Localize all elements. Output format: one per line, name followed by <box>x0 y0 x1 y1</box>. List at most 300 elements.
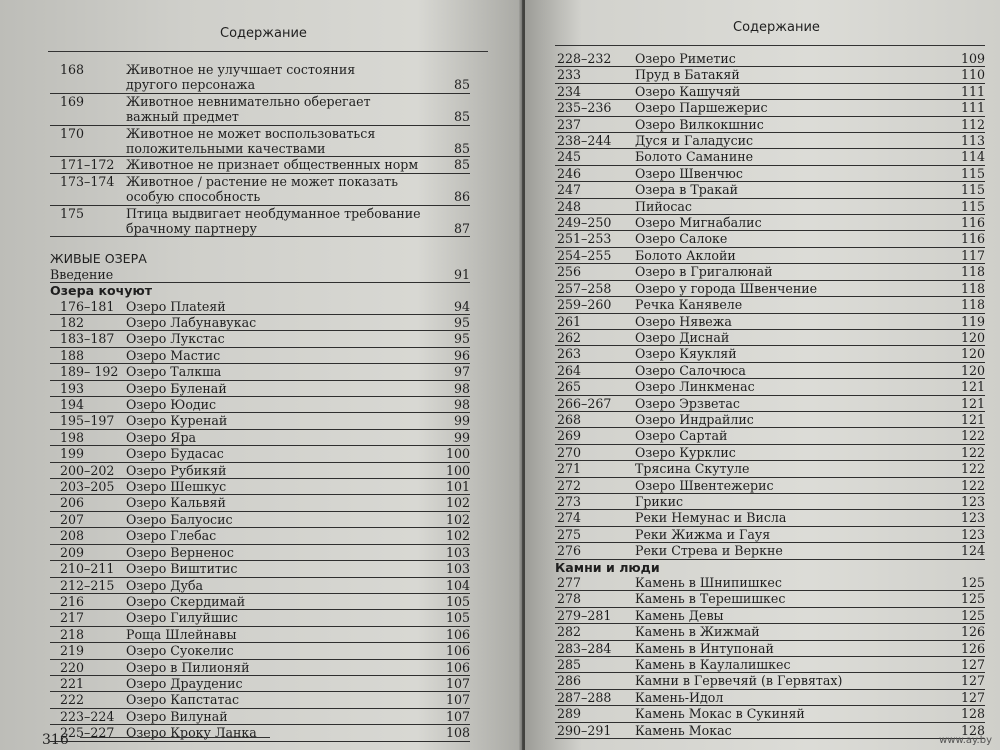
entry-page: 107 <box>445 708 470 724</box>
entry-title: Озеро Диснай <box>635 329 730 345</box>
entry-title: Дуся и Галадусис <box>635 133 754 149</box>
entry-number: 206 <box>60 495 85 511</box>
toc-entry-row <box>555 478 985 494</box>
entry-title: Трясина Скутуле <box>635 461 750 477</box>
toc-entry-row <box>555 723 985 739</box>
toc-entry-row <box>50 206 470 238</box>
entry-number: 278 <box>557 591 582 607</box>
entry-page: 108 <box>445 725 470 741</box>
entry-title: Озеро Яра <box>126 429 197 445</box>
entry-page: 116 <box>960 215 985 231</box>
toc-entry-row <box>50 381 470 397</box>
entry-page: 85 <box>453 140 470 156</box>
toc-entry-row <box>555 51 985 67</box>
entry-page: 107 <box>445 675 470 691</box>
entry-number: 251–253 <box>557 231 612 247</box>
entry-title: Болото Аклойи <box>635 247 736 263</box>
entry-number: 287–288 <box>557 689 612 705</box>
toc-entry-row <box>555 133 985 149</box>
entry-title: Озеро Рубикяй <box>126 462 227 478</box>
entry-title: Пийосас <box>635 198 692 214</box>
toc-entry-row <box>555 412 985 428</box>
toc-entry-row <box>555 494 985 510</box>
toc-entry-row <box>50 512 470 528</box>
toc-entry-row <box>50 479 470 495</box>
entry-title: Камень в Каулалишкес <box>635 657 791 673</box>
entry-page: 99 <box>453 413 470 429</box>
entry-number: 272 <box>557 477 582 493</box>
entry-number: 271 <box>557 461 582 477</box>
entry-title: Озеро Кроку Ланка <box>126 725 257 741</box>
toc-entry-row <box>555 166 985 182</box>
entry-page: 123 <box>960 493 985 509</box>
entry-page: 121 <box>960 379 985 395</box>
entry-number: 264 <box>557 362 582 378</box>
toc-entry-row <box>555 215 985 231</box>
entry-title <box>126 206 430 237</box>
entry-page: 98 <box>453 397 470 413</box>
toc-entry-row <box>50 174 470 206</box>
entry-number: 173–174 <box>60 173 115 189</box>
entry-page: 102 <box>445 511 470 527</box>
toc-entry-row <box>50 676 470 692</box>
entry-page: 100 <box>445 462 470 478</box>
entry-page: 113 <box>960 133 985 149</box>
entry-page: 120 <box>960 346 985 362</box>
entry-number: 183–187 <box>60 331 115 347</box>
entry-number: 290–291 <box>557 722 612 738</box>
entry-page: 118 <box>960 280 985 296</box>
intro-title: Введение <box>50 266 114 282</box>
entry-page: 87 <box>453 220 470 236</box>
toc-entry-row <box>50 627 470 643</box>
entry-title: Камень Девы <box>635 607 724 623</box>
entry-title: Озеро Юодис <box>126 397 217 413</box>
entry-number: 221 <box>60 675 85 691</box>
entry-title: Озеро у города Швенчение <box>635 280 818 296</box>
left-toc-entries <box>50 62 470 742</box>
entry-title: Камень в Интупонай <box>635 640 774 656</box>
toc-entry-row <box>50 495 470 511</box>
left-page-number: 316 <box>42 732 69 748</box>
entry-number: 175 <box>60 205 85 221</box>
entry-title <box>126 174 430 205</box>
toc-entry-row <box>50 397 470 413</box>
right-toc-entries <box>555 51 985 739</box>
entry-number: 263 <box>557 346 582 362</box>
entry-title: Озеро Индрайлис <box>635 411 754 427</box>
entry-title: Озеро Кальвяй <box>126 495 226 511</box>
entry-number: 286 <box>557 673 582 689</box>
entry-title: Озеро Лабунавукас <box>126 315 257 331</box>
left-header-rule <box>48 51 488 52</box>
subsection-title <box>50 283 470 298</box>
entry-title: Озеро Верненос <box>126 544 234 560</box>
entry-title: Камень-Идол <box>635 689 724 705</box>
entry-number: 285 <box>557 657 582 673</box>
entry-title: Озера в Тракай <box>635 182 739 198</box>
entry-title: Камни в Гервечяй (в Гервятах) <box>635 673 843 689</box>
entry-title: Озеро в Пилионяй <box>126 659 250 675</box>
entry-title: Озеро Балуосис <box>126 511 233 527</box>
toc-entry-row <box>555 445 985 461</box>
entry-page: 115 <box>960 182 985 198</box>
toc-entry-row <box>555 527 985 543</box>
entry-title: Болото Саманине <box>635 149 754 165</box>
toc-entry-row <box>555 199 985 215</box>
entry-title: Камень в Жижмай <box>635 624 760 640</box>
entry-title-line1: Животное / растение не может показать <box>126 173 398 189</box>
toc-entry-row <box>555 673 985 689</box>
entry-title: Камень в Шнипишкес <box>635 575 782 590</box>
entry-page: 95 <box>453 331 470 347</box>
toc-entry-row <box>555 264 985 280</box>
entry-title: Озеро Гилуйшис <box>126 610 238 626</box>
entry-title <box>126 62 430 93</box>
entry-page: 122 <box>960 428 985 444</box>
intro-page: 91 <box>453 266 470 282</box>
right-footer-rule <box>765 722 985 723</box>
toc-entry-row <box>555 149 985 165</box>
entry-page: 125 <box>960 607 985 623</box>
entry-number: 273 <box>557 493 582 509</box>
toc-entry-row <box>555 591 985 607</box>
intro-row <box>50 267 470 283</box>
entry-page: 102 <box>445 495 470 511</box>
toc-entry-row <box>555 182 985 198</box>
entry-page: 95 <box>453 315 470 331</box>
entry-page: 128 <box>960 722 985 738</box>
entry-number: 176–181 <box>60 298 115 314</box>
entry-number: 207 <box>60 511 85 527</box>
entry-page: 103 <box>445 544 470 560</box>
entry-number: 245 <box>557 149 582 165</box>
entry-page: 111 <box>960 83 985 99</box>
right-header-rule <box>555 45 985 46</box>
entry-number: 238–244 <box>557 133 612 149</box>
entry-number: 218 <box>60 626 85 642</box>
entry-page: 105 <box>445 610 470 626</box>
entry-title: Реки Стрева и Веркне <box>635 543 783 559</box>
toc-entry-row <box>555 510 985 526</box>
entry-number: 283–284 <box>557 640 612 656</box>
entry-page: 112 <box>960 116 985 132</box>
entry-number: 289 <box>557 706 582 722</box>
toc-entry-row <box>50 126 470 158</box>
subsection-title-text: Озера кочуют <box>50 283 153 299</box>
entry-number: 217 <box>60 610 85 626</box>
entry-title: Реки Жижма и Гауя <box>635 526 771 542</box>
entry-page: 117 <box>960 247 985 263</box>
entry-number: 168 <box>60 62 85 77</box>
entry-title-line2: особую способность <box>126 189 261 205</box>
toc-entry-row <box>50 643 470 659</box>
toc-entry-row <box>50 94 470 126</box>
toc-entry-row <box>50 331 470 347</box>
entry-number: 266–267 <box>557 395 612 411</box>
toc-entry-row <box>555 575 985 591</box>
entry-number: 171–172 <box>60 157 115 173</box>
entry-page: 106 <box>445 643 470 659</box>
entry-page: 85 <box>453 77 470 93</box>
toc-entry-row <box>555 379 985 395</box>
entry-title: Озеро Виштитис <box>126 561 238 577</box>
entry-title: Животное не признает общественных норм <box>126 157 419 173</box>
entry-page: 102 <box>445 528 470 544</box>
entry-title: Озеро Эрзветас <box>635 395 740 411</box>
entry-number: 220 <box>60 659 85 675</box>
entry-page: 110 <box>960 67 985 83</box>
entry-number: 270 <box>557 444 582 460</box>
entry-title-line1: Животное невнимательно оберегает <box>126 93 371 109</box>
entry-title: Озеро Буленай <box>126 380 227 396</box>
toc-entry-row <box>555 428 985 444</box>
entry-number: 210–211 <box>60 561 115 577</box>
entry-title: Озеро Швентежерис <box>635 477 774 493</box>
toc-entry-row <box>50 660 470 676</box>
entry-page: 122 <box>960 461 985 477</box>
toc-entry-row <box>50 561 470 577</box>
toc-entry-row <box>555 67 985 83</box>
entry-title: Озеро Талкша <box>126 364 222 380</box>
entry-title: Озеро Драуденис <box>126 675 243 691</box>
entry-title: Озеро Будасас <box>126 446 224 462</box>
entry-page: 116 <box>960 231 985 247</box>
entry-title: Озеро Паршежерис <box>635 100 768 116</box>
entry-number: 195–197 <box>60 413 115 429</box>
toc-entry-row <box>555 297 985 313</box>
entry-number: 277 <box>557 575 582 590</box>
entry-number: 225–227 <box>60 725 115 741</box>
entry-page: 123 <box>960 526 985 542</box>
entry-title: Озеро Кашучяй <box>635 83 741 99</box>
entry-number: 199 <box>60 446 85 462</box>
entry-title-line1: Птица выдвигает необдуманное требование <box>126 205 421 221</box>
entry-title: Озеро Вилкокшнис <box>635 116 764 132</box>
entry-number: 203–205 <box>60 479 115 495</box>
toc-entry-row <box>50 725 470 741</box>
entry-page: 115 <box>960 165 985 181</box>
toc-entry-row <box>555 84 985 100</box>
entry-number: 248 <box>557 198 582 214</box>
entry-title: Реки Немунас и Висла <box>635 510 787 526</box>
entry-title: Камень в Терешишкес <box>635 591 786 607</box>
toc-entry-row <box>50 692 470 708</box>
entry-page: 127 <box>960 657 985 673</box>
entry-title: Камень Мокас <box>635 722 732 738</box>
entry-number: 235–236 <box>557 100 612 116</box>
left-page-header: Содержание <box>220 26 307 41</box>
toc-entry-row <box>50 364 470 380</box>
entry-number: 234 <box>557 83 582 99</box>
toc-entry-row <box>50 709 470 725</box>
entry-title: Озеро Скердимай <box>126 593 246 609</box>
entry-title: Озеро Салоке <box>635 231 728 247</box>
entry-title: Грикис <box>635 493 684 509</box>
toc-entry-row <box>50 413 470 429</box>
section-gap <box>50 237 470 251</box>
entry-number: 222 <box>60 692 85 708</box>
entry-number: 189– 192 <box>60 364 119 380</box>
entry-number: 212–215 <box>60 577 115 593</box>
entry-title: Озеро Плateяй <box>126 298 226 314</box>
entry-number: 259–260 <box>557 297 612 313</box>
toc-entry-row <box>555 608 985 624</box>
entry-number: 256 <box>557 264 582 280</box>
entry-number: 228–232 <box>557 51 612 66</box>
entry-title: Озеро Курклис <box>635 444 736 460</box>
entry-page: 114 <box>960 149 985 165</box>
entry-page: 118 <box>960 297 985 313</box>
entry-title-line2: другого персонажа <box>126 77 256 93</box>
entry-title-line2: брачному партнеру <box>126 221 257 236</box>
entry-page: 119 <box>960 313 985 329</box>
entry-title <box>126 94 430 125</box>
entry-page: 121 <box>960 395 985 411</box>
toc-entry-row <box>50 594 470 610</box>
entry-page: 100 <box>445 446 470 462</box>
toc-entry-row <box>555 396 985 412</box>
entry-title: Озеро в Григалюнай <box>635 264 773 280</box>
entry-title: Озеро Дуба <box>126 577 204 593</box>
entry-number: 170 <box>60 125 85 141</box>
toc-entry-row <box>50 528 470 544</box>
entry-title: Озеро Лукстас <box>126 331 225 347</box>
toc-entry-row <box>555 461 985 477</box>
entry-page: 118 <box>960 264 985 280</box>
entry-number: 216 <box>60 593 85 609</box>
entry-page: 124 <box>960 543 985 559</box>
entry-title-line2: положительными качествами <box>126 141 326 156</box>
left-footer-rule <box>80 737 270 738</box>
toc-entry-row <box>50 578 470 594</box>
entry-number: 261 <box>557 313 582 329</box>
entry-page: 99 <box>453 429 470 445</box>
entry-number: 268 <box>557 411 582 427</box>
toc-entry-row <box>50 299 470 315</box>
entry-title: Озеро Салочюса <box>635 362 746 378</box>
entry-number: 249–250 <box>557 215 612 231</box>
entry-page: 122 <box>960 444 985 460</box>
entry-number: 282 <box>557 624 582 640</box>
toc-entry-row <box>50 610 470 626</box>
subsection-title <box>555 560 985 575</box>
entry-title <box>126 126 430 157</box>
entry-number: 193 <box>60 380 85 396</box>
section-title <box>50 251 470 266</box>
entry-page: 123 <box>960 510 985 526</box>
entry-number: 279–281 <box>557 607 612 623</box>
entry-number: 265 <box>557 379 582 395</box>
toc-entry-row <box>555 231 985 247</box>
entry-page: 125 <box>960 591 985 607</box>
entry-number: 198 <box>60 429 85 445</box>
entry-number: 169 <box>60 93 85 109</box>
entry-title: Озеро Мигнабалис <box>635 215 762 231</box>
entry-title: Озеро Мастис <box>126 347 221 363</box>
toc-entry-row <box>50 446 470 462</box>
entry-number: 209 <box>60 544 85 560</box>
entry-title-line1: Животное не улучшает состояния <box>126 62 356 77</box>
entry-page: 96 <box>453 347 470 363</box>
toc-entry-row <box>555 330 985 346</box>
toc-entry-row <box>50 315 470 331</box>
entry-title: Озеро Нявежа <box>635 313 732 329</box>
entry-page: 126 <box>960 624 985 640</box>
entry-number: 233 <box>557 67 582 83</box>
entry-number: 257–258 <box>557 280 612 296</box>
entry-number: 276 <box>557 543 582 559</box>
entry-title: Озеро Суокелис <box>126 643 234 659</box>
entry-title: Озеро Кяукляй <box>635 346 737 362</box>
toc-entry-row <box>555 346 985 362</box>
toc-entry-row <box>555 543 985 559</box>
toc-entry-row <box>50 463 470 479</box>
toc-entry-row <box>50 348 470 364</box>
subsection-title-text: Камни и люди <box>555 559 660 575</box>
entry-page: 94 <box>453 298 470 314</box>
toc-entry-row <box>50 430 470 446</box>
entry-page: 126 <box>960 640 985 656</box>
entry-title: Озеро Шешкус <box>126 479 227 495</box>
toc-entry-row <box>555 624 985 640</box>
entry-title: Озеро Вилунай <box>126 708 228 724</box>
entry-page: 106 <box>445 626 470 642</box>
toc-entry-row <box>50 545 470 561</box>
entry-title: Озеро Капстатас <box>126 692 239 708</box>
entry-page: 127 <box>960 673 985 689</box>
right-page-header: Содержание <box>733 20 820 35</box>
entry-page: 101 <box>445 479 470 495</box>
entry-title-line2: важный предмет <box>126 109 239 125</box>
entry-page: 128 <box>960 706 985 722</box>
entry-page: 121 <box>960 411 985 427</box>
entry-title: Роща Шлейнавы <box>126 626 237 642</box>
entry-page: 103 <box>445 561 470 577</box>
entry-number: 194 <box>60 397 85 413</box>
toc-entry-row <box>50 62 470 94</box>
entry-title: Речка Канявеле <box>635 297 743 313</box>
entry-page: 86 <box>453 189 470 205</box>
toc-entry-row <box>555 248 985 264</box>
toc-entry-row <box>555 641 985 657</box>
entry-number: 208 <box>60 528 85 544</box>
entry-title: Озеро Куренай <box>126 413 228 429</box>
entry-page: 120 <box>960 362 985 378</box>
entry-title: Озеро Швенчюс <box>635 165 743 181</box>
entry-number: 246 <box>557 165 582 181</box>
entry-title: Камень Мокас в Сукиняй <box>635 706 805 722</box>
right-page <box>525 0 1000 750</box>
entry-title: Озеро Сартай <box>635 428 728 444</box>
toc-entry-row <box>555 117 985 133</box>
entry-page: 122 <box>960 477 985 493</box>
entry-number: 262 <box>557 329 582 345</box>
toc-entry-row <box>555 314 985 330</box>
entry-number: 219 <box>60 643 85 659</box>
toc-entry-row <box>555 657 985 673</box>
entry-page: 111 <box>960 100 985 116</box>
entry-number: 275 <box>557 526 582 542</box>
entry-page: 85 <box>453 109 470 125</box>
entry-number: 237 <box>557 116 582 132</box>
entry-page: 109 <box>960 51 985 66</box>
entry-page: 107 <box>445 692 470 708</box>
entry-number: 200–202 <box>60 462 115 478</box>
entry-page: 115 <box>960 198 985 214</box>
entry-title: Озеро Линкменас <box>635 379 755 395</box>
section-title-text: ЖИВЫЕ ОЗЕРА <box>50 251 147 267</box>
